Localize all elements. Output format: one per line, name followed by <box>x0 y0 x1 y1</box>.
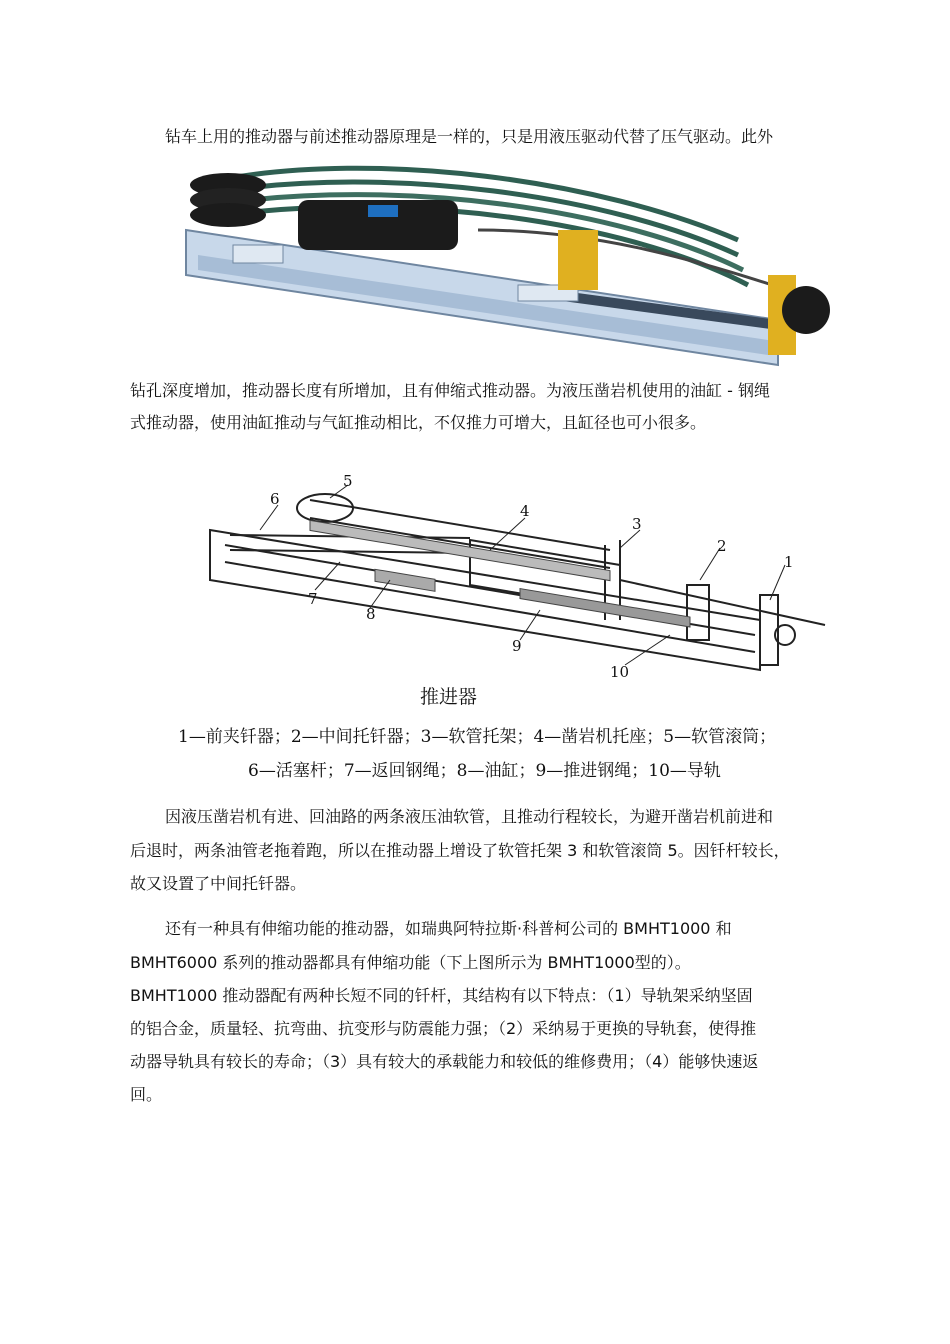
diagram-label-3: 3 <box>632 515 642 533</box>
figure-title: 推进器 <box>420 686 478 708</box>
diagram-label-7: 7 <box>308 590 318 608</box>
para3-line-2: BMHT6000 系列的推动器都具有伸缩功能（下上图所示为 BMHT1000型的）。 <box>130 953 691 972</box>
diagram-label-5: 5 <box>343 472 353 490</box>
para2-line-2: 后退时，两条油管老拖着跑，所以在推动器上增设了软管托架 3 和软管滚筒 5。因钎杆较长， <box>130 841 790 860</box>
para3-line-6: 回。 <box>130 1085 163 1104</box>
diagram-label-10: 10 <box>610 663 630 681</box>
para3-line-3: BMHT1000 推动器配有两种长短不同的钎杆，其结构有以下特点：（1）导轨架采纳坚固 <box>130 986 753 1005</box>
diagram-label-9: 9 <box>512 637 522 655</box>
intro-line: 钻车上用的推动器与前述推动器原理是一样的，只是用液压驱动代替了压气驱动。此外 <box>165 127 774 146</box>
para1-line-2: 式推动器，使用油缸推动与气缸推动相比，不仅推力可增大，且缸径也可小很多。 <box>130 413 707 432</box>
figure-caption-line-2: 6—活塞杆；7—返回钢绳；8—油缸；9—推进钢绳；10—导轨 <box>248 761 721 781</box>
para3-line-5: 动器导轨具有较长的寿命；（3）具有较大的承载能力和较低的维修费用；（4）能够快速返 <box>130 1052 759 1071</box>
drill-feeder-photo <box>178 160 838 370</box>
diagram-label-4: 4 <box>520 502 530 520</box>
para2-line-1: 因液压凿岩机有进、回油路的两条液压油软管，且推动行程较长，为避开凿岩机前进和 <box>165 807 774 826</box>
figure-caption-line-1: 1—前夹钎器；2—中间托钎器；3—软管托架；4—凿岩机托座；5—软管滚筒； <box>178 727 777 747</box>
para1-line-1: 钻孔深度增加，推动器长度有所增加，且有伸缩式推动器。为液压凿岩机使用的油缸 - 钢绳 <box>130 381 770 400</box>
diagram-label-8: 8 <box>366 605 376 623</box>
para2-line-3: 故又设置了中间托钎器。 <box>130 874 307 893</box>
diagram-label-2: 2 <box>717 537 727 555</box>
para3-line-1: 还有一种具有伸缩功能的推动器，如瑞典阿特拉斯·科普柯公司的 BMHT1000 和 <box>165 919 732 938</box>
diagram-label-1: 1 <box>784 553 794 571</box>
para3-line-4: 的铝合金，质量轻、抗弯曲、抗变形与防震能力强；（2）采纳易于更换的导轨套，使得推 <box>130 1019 757 1038</box>
diagram-label-6: 6 <box>270 490 280 508</box>
